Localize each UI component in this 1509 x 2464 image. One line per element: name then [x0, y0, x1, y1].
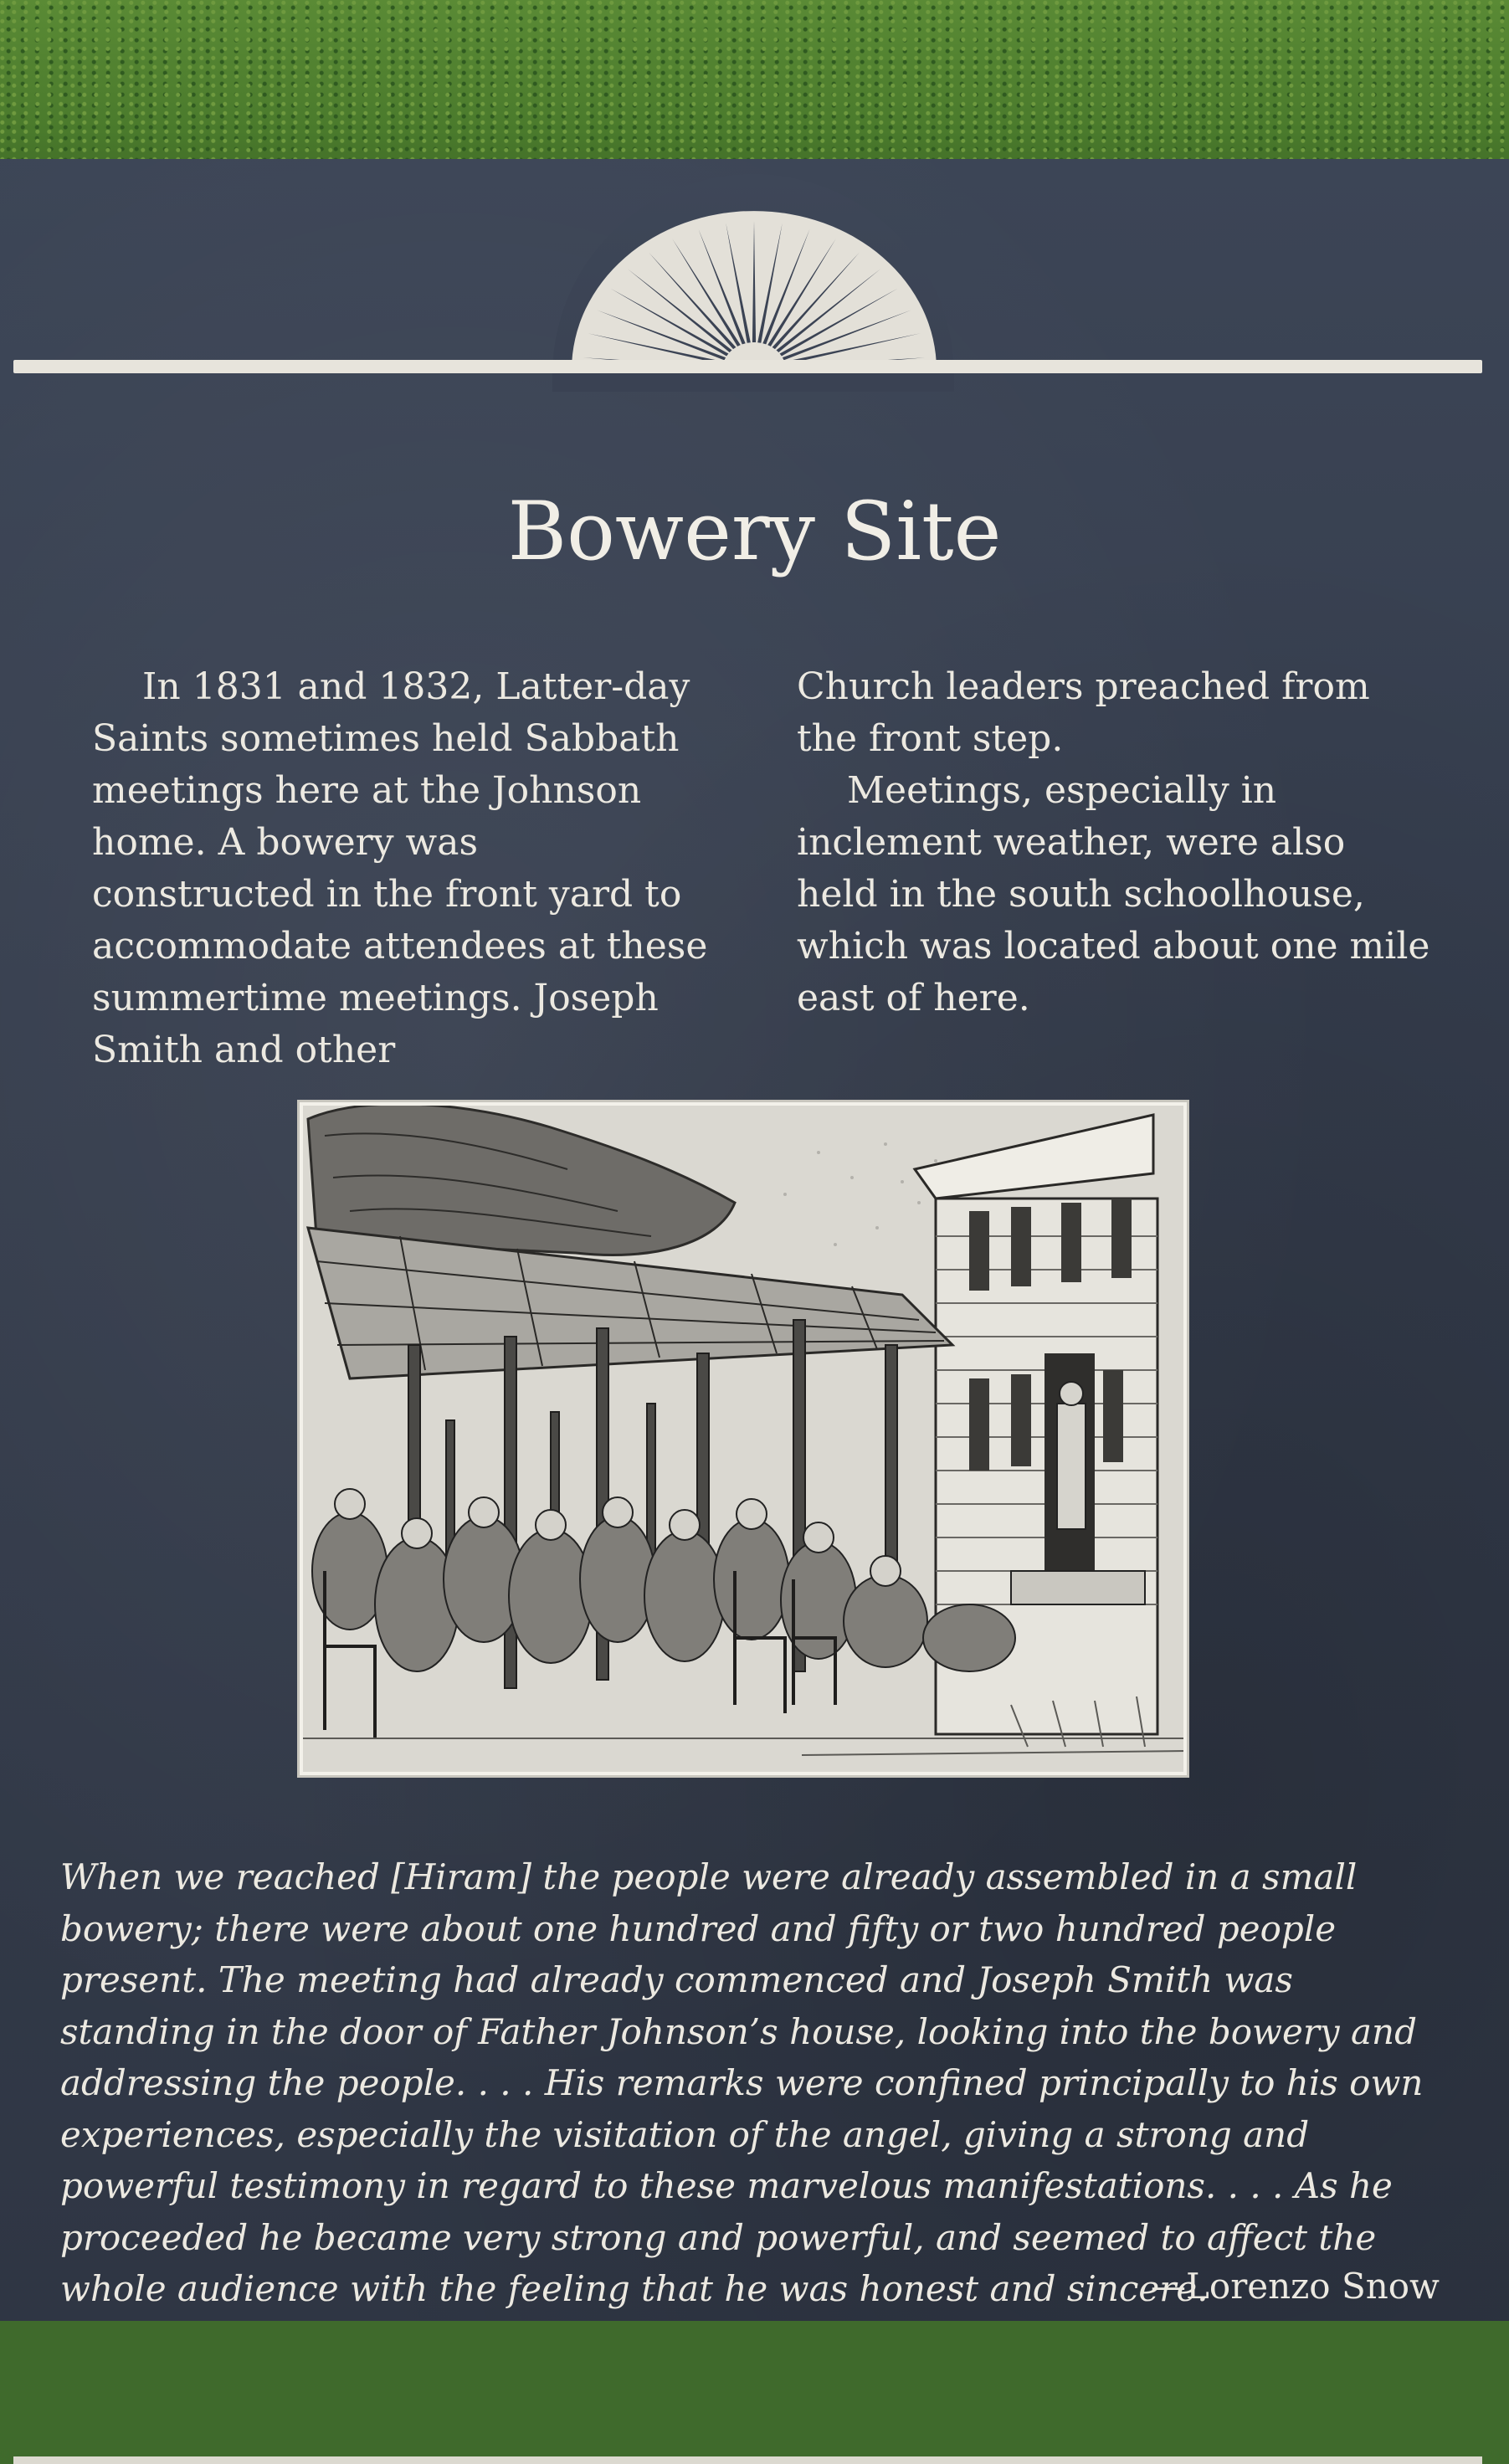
- body-paragraph: In 1831 and 1832, Latter-day Saints sometimes held Sabbath meetings here at the Johnson home. A bowery was constructed in the front yard to accommodate attendees at these summertime meetings. Joseph Smith and other: [92, 665, 708, 1071]
- bottom-divider: [13, 2456, 1482, 2464]
- body-column-right: [797, 661, 1433, 1024]
- body-column-left: [92, 661, 711, 1076]
- quote-attribution: —Lorenzo Snow: [1151, 2266, 1440, 2307]
- sunburst-icon: [572, 211, 937, 370]
- plaque-title: Bowery Site: [507, 485, 1002, 578]
- body-paragraph: Meetings, especially in inclement weather, were also held in the south schoolhouse, which was located about one mile east of here.: [797, 769, 1430, 1019]
- top-divider: [13, 360, 1482, 373]
- historical-plaque: [0, 159, 1509, 2321]
- bowery-illustration: [300, 1102, 1187, 1775]
- lorenzo-snow-quote: When we reached [Hiram] the people were already assembled in a small bowery; there were about one hundred and fifty or two hundred people present. The meeting had already commenced and Joseph Smith was standing in the door of Father Johnson’s house, looking into the bowery and addressing the people. . . . His remarks were confined principally to his own experiences, especially the visitation of the angel, giving a strong and powerful testimony in regard to these marvelous manifestations. . . . As he proceeded he became very strong and powerful, and seemed to affect the whole audience with the feeling that he was honest and sincere.: [60, 1856, 1424, 2309]
- body-paragraph: Church leaders preached from the front step.: [797, 665, 1370, 760]
